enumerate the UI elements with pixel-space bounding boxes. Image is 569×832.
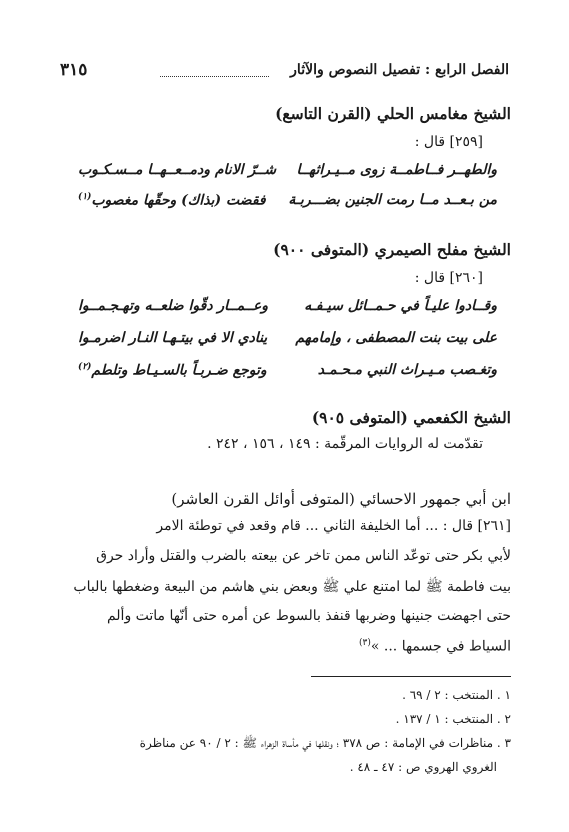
narration-line: بيت فاطمة ﷺ لما امتنع علي ﷺ وبعض بني هاشم من البيعة وضغطها بالباب	[73, 579, 511, 595]
verse-left: وعــمــار دقّوا ضلعــه وتهـجـمــوا	[78, 298, 269, 314]
page-number: ٣١٥	[60, 60, 88, 80]
verse-text: فقضت (بذاك) وحقّها مغصوب	[91, 192, 266, 209]
footnote-marker: (٢)	[78, 362, 92, 372]
verse-right: والطهــر فــاطمــة زوى مــيـراثهــا	[296, 162, 497, 178]
footnote-marker: (١)	[78, 192, 92, 202]
section-heading: الشيخ الكفعمي (المتوفى ٩٠٥)	[311, 408, 511, 427]
footnote-separator	[311, 676, 511, 677]
narration-first-line	[156, 518, 511, 534]
said-label: قال :	[414, 134, 446, 150]
narration-line: لأبي بكر حتى توعّد الناس ممن تاخر عن بيعته بالضرب والقتل وأراد حرق	[96, 548, 511, 564]
verse-right: وتغـصب مـيـراث النبي مـحـمـد	[317, 362, 497, 378]
verse-right: من بـعــد مــا رمت الجنين بضـــربـة	[288, 192, 497, 208]
footnote-marker: (٣)	[359, 638, 371, 648]
footnote-continuation: الغروي الهروي ص : ٤٧ ـ ٤٨ .	[349, 760, 497, 774]
narration-line: السياط في جسمها ... »	[370, 638, 511, 655]
verse-left	[78, 192, 266, 209]
reference-number: [٢٥٩]	[449, 134, 483, 150]
verse-right: على بيت بنت المصطفى ، وإمامهم	[295, 330, 497, 346]
narration-line: قال : ... أما الخليفة الثاني ... قام وقعد في توطئة الامر	[156, 518, 474, 534]
footnote: ٣ . مناظرات في الإمامة : ص ٣٧٨ ؛ ونقلها في مأساة الزهراء ﷺ : ٢ / ٩٠ عن مناظرة	[139, 736, 511, 750]
footnote: ١ . المنتخب : ٢ / ٦٩ .	[402, 688, 511, 702]
running-header	[60, 62, 509, 86]
verse-left: ينادي الا في بيتـهـا النـار اضرمـوا	[78, 330, 268, 346]
footnote: ٢ . المنتخب : ١ / ١٣٧ .	[395, 712, 511, 726]
header-dotted-leader	[160, 76, 269, 77]
reference-line	[415, 270, 483, 286]
reference-line	[415, 134, 483, 150]
narration-last-line	[359, 638, 511, 655]
verse-text: وتوجع ضـربـاً بالسـيـاط وتلطم	[91, 362, 267, 379]
section-heading: الشيخ مغامس الحلي (القرن التاسع)	[275, 104, 511, 123]
said-label: قال :	[414, 270, 446, 286]
narration-line: حتى اجهضت جنينها وضربها قنفذ بالسوط عن أمره حتى أنّها ماتت وألم	[106, 608, 511, 624]
chapter-title: الفصل الرابع : تفصيل النصوص والآثار	[290, 62, 509, 78]
reference-number: [٢٦٠]	[449, 270, 483, 286]
cross-reference-note: تقدّمت له الروايات المرقّمة : ١٤٩ ، ١٥٦ ، ٢٤٢ .	[207, 436, 483, 452]
verse-left	[78, 362, 267, 379]
reference-number: [٢٦١]	[477, 518, 511, 534]
section-heading: الشيخ مفلح الصيمري (المتوفى ٩٠٠)	[273, 240, 511, 259]
verse-right: وقــادوا عليـاً في حـمــائل سيـفـه	[304, 298, 497, 314]
section-heading: ابن أبي جمهور الاحسائي (المتوفى أوائل القرن العاشر)	[171, 490, 511, 508]
verse-left: شــرّ الانام ودمــعــهــا مــسـكـوب	[78, 162, 277, 178]
